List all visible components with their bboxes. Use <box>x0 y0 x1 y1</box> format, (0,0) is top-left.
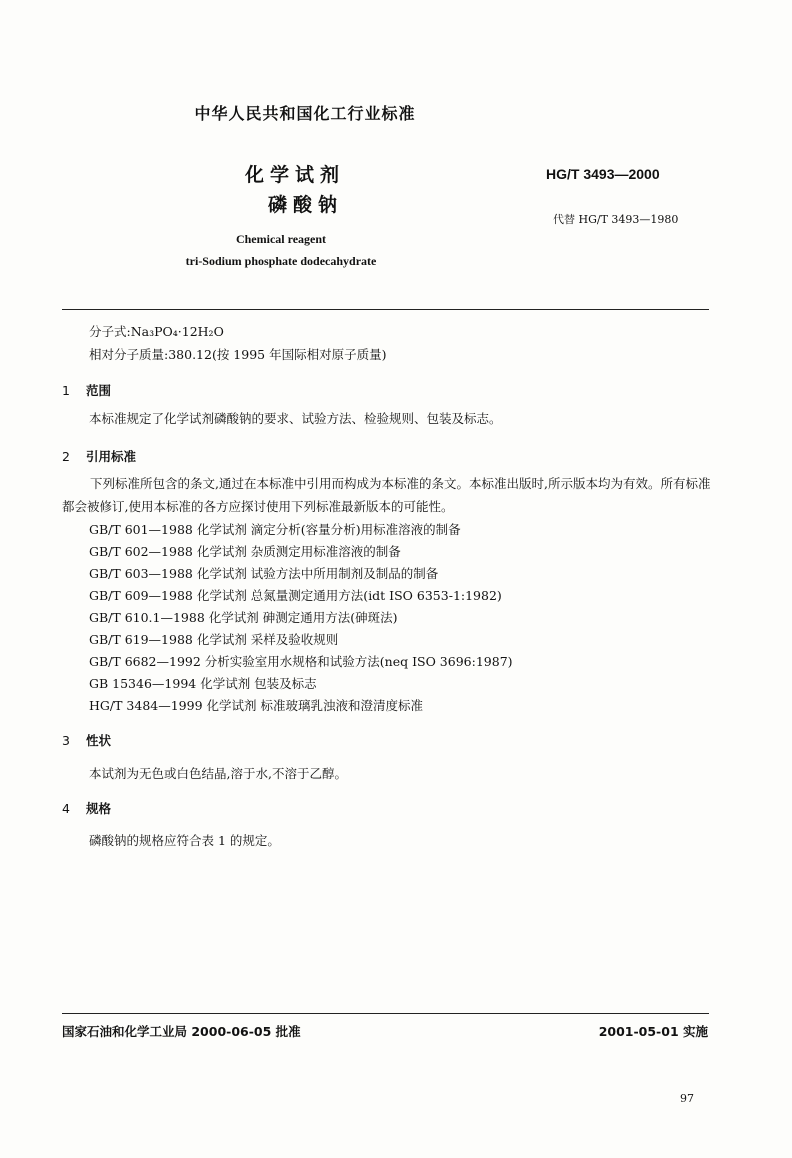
reference-item: GB/T 6682—1992 分析实验室用水规格和试验方法(neq ISO 3696:1987) <box>89 654 513 669</box>
issuer-header: 中华人民共和国化工行业标准 <box>194 104 416 123</box>
reference-item: GB 15346—1994 化学试剂 包装及标志 <box>89 676 317 691</box>
section-title: 引用标准 <box>86 449 137 464</box>
section-title: 范围 <box>86 383 112 398</box>
section-2-text: 下列标准所包含的条文,通过在本标准中引用而构成为本标准的条文。本标准出版时,所示版本均为有效。所有标准都会被修订,使用本标准的各方应探讨使用下列标准最新版本的可能性。 <box>62 476 711 514</box>
title-line-2: 磷酸钠 <box>268 194 344 216</box>
section-4-heading <box>62 799 111 817</box>
reference-item: GB/T 601—1988 化学试剂 滴定分析(容量分析)用标准溶液的制备 <box>89 522 461 537</box>
reference-item: GB/T 610.1—1988 化学试剂 砷测定通用方法(砷斑法) <box>89 610 398 625</box>
section-3-heading <box>62 731 111 749</box>
english-title-line-2: tri-Sodium phosphate dodecahydrate <box>185 254 377 268</box>
implementation-date: 2001-05-01 实施 <box>598 1024 708 1039</box>
header-divider <box>62 309 709 310</box>
standard-number: HG/T 3493—2000 <box>546 166 660 182</box>
molecular-mass: 相对分子质量:380.12(按 1995 年国际相对原子质量) <box>89 347 387 362</box>
section-number: 3 <box>62 733 70 748</box>
section-4-text: 磷酸钠的规格应符合表 1 的规定。 <box>89 833 280 848</box>
section-2-heading <box>62 447 136 465</box>
title-line-1: 化学试剂 <box>245 164 346 186</box>
section-title: 性状 <box>86 733 112 748</box>
approval-info: 国家石油和化学工业局 2000-06-05 批准 <box>62 1024 301 1039</box>
footer-divider <box>62 1013 709 1014</box>
reference-item: GB/T 603—1988 化学试剂 试验方法中所用制剂及制品的制备 <box>89 566 439 581</box>
section-number: 1 <box>62 383 70 398</box>
reference-item: GB/T 609—1988 化学试剂 总氮量测定通用方法(idt ISO 6353-1:1982) <box>89 588 502 603</box>
section-title: 规格 <box>86 801 112 816</box>
molecular-formula: 分子式:Na₃PO₄·12H₂O <box>89 324 224 339</box>
section-number: 2 <box>62 449 70 464</box>
page-number: 97 <box>680 1092 694 1105</box>
reference-item: GB/T 602—1988 化学试剂 杂质测定用标准溶液的制备 <box>89 544 401 559</box>
section-1-text: 本标准规定了化学试剂磷酸钠的要求、试验方法、检验规则、包装及标志。 <box>89 411 502 426</box>
section-number: 4 <box>62 801 70 816</box>
replaces-standard: 代替 HG/T 3493—1980 <box>553 213 679 226</box>
reference-item: HG/T 3484—1999 化学试剂 标准玻璃乳浊液和澄清度标准 <box>89 698 423 713</box>
english-title-line-1: Chemical reagent <box>235 232 327 246</box>
section-1-heading <box>62 381 111 399</box>
section-3-text: 本试剂为无色或白色结晶,溶于水,不溶于乙醇。 <box>89 766 347 781</box>
reference-item: GB/T 619—1988 化学试剂 采样及验收规则 <box>89 632 339 647</box>
